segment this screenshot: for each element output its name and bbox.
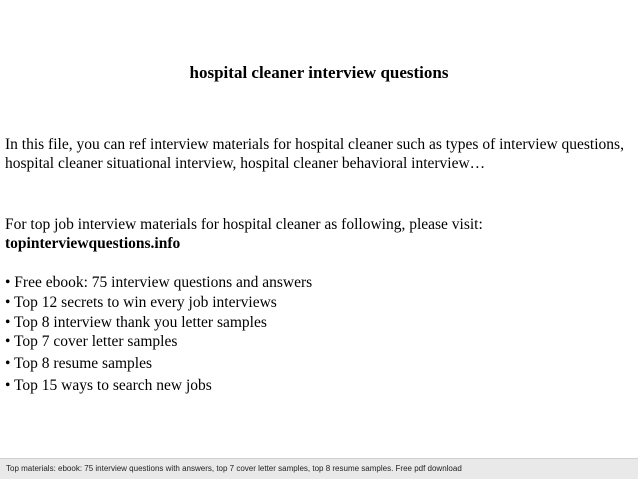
list-item: • Top 12 secrets to win every job interviews [5, 294, 277, 311]
materials-list [5, 273, 312, 396]
list-item: • Top 7 cover letter samples [5, 333, 178, 350]
intro-paragraph: In this file, you can ref interview materials for hospital cleaner such as types of interview questions, hospital cleaner situational interview, hospital cleaner behavioral interview… [5, 136, 624, 172]
list-item: • Top 15 ways to search new jobs [5, 377, 212, 394]
visit-paragraph: For top job interview materials for hospital cleaner as following, please visit: [5, 216, 483, 233]
page-title: hospital cleaner interview questions [189, 63, 449, 82]
footer-bar [0, 458, 638, 479]
footer-text: Top materials: ebook: 75 interview questions with answers, top 7 cover letter samples, top 8 resume samples. Free pdf download [6, 464, 462, 473]
list-item: • Free ebook: 75 interview questions and answers [5, 274, 313, 291]
list-item: • Top 8 resume samples [5, 355, 152, 372]
site-link[interactable]: topinterviewquestions.info [5, 235, 181, 252]
list-item: • Top 8 interview thank you letter samples [5, 314, 267, 331]
